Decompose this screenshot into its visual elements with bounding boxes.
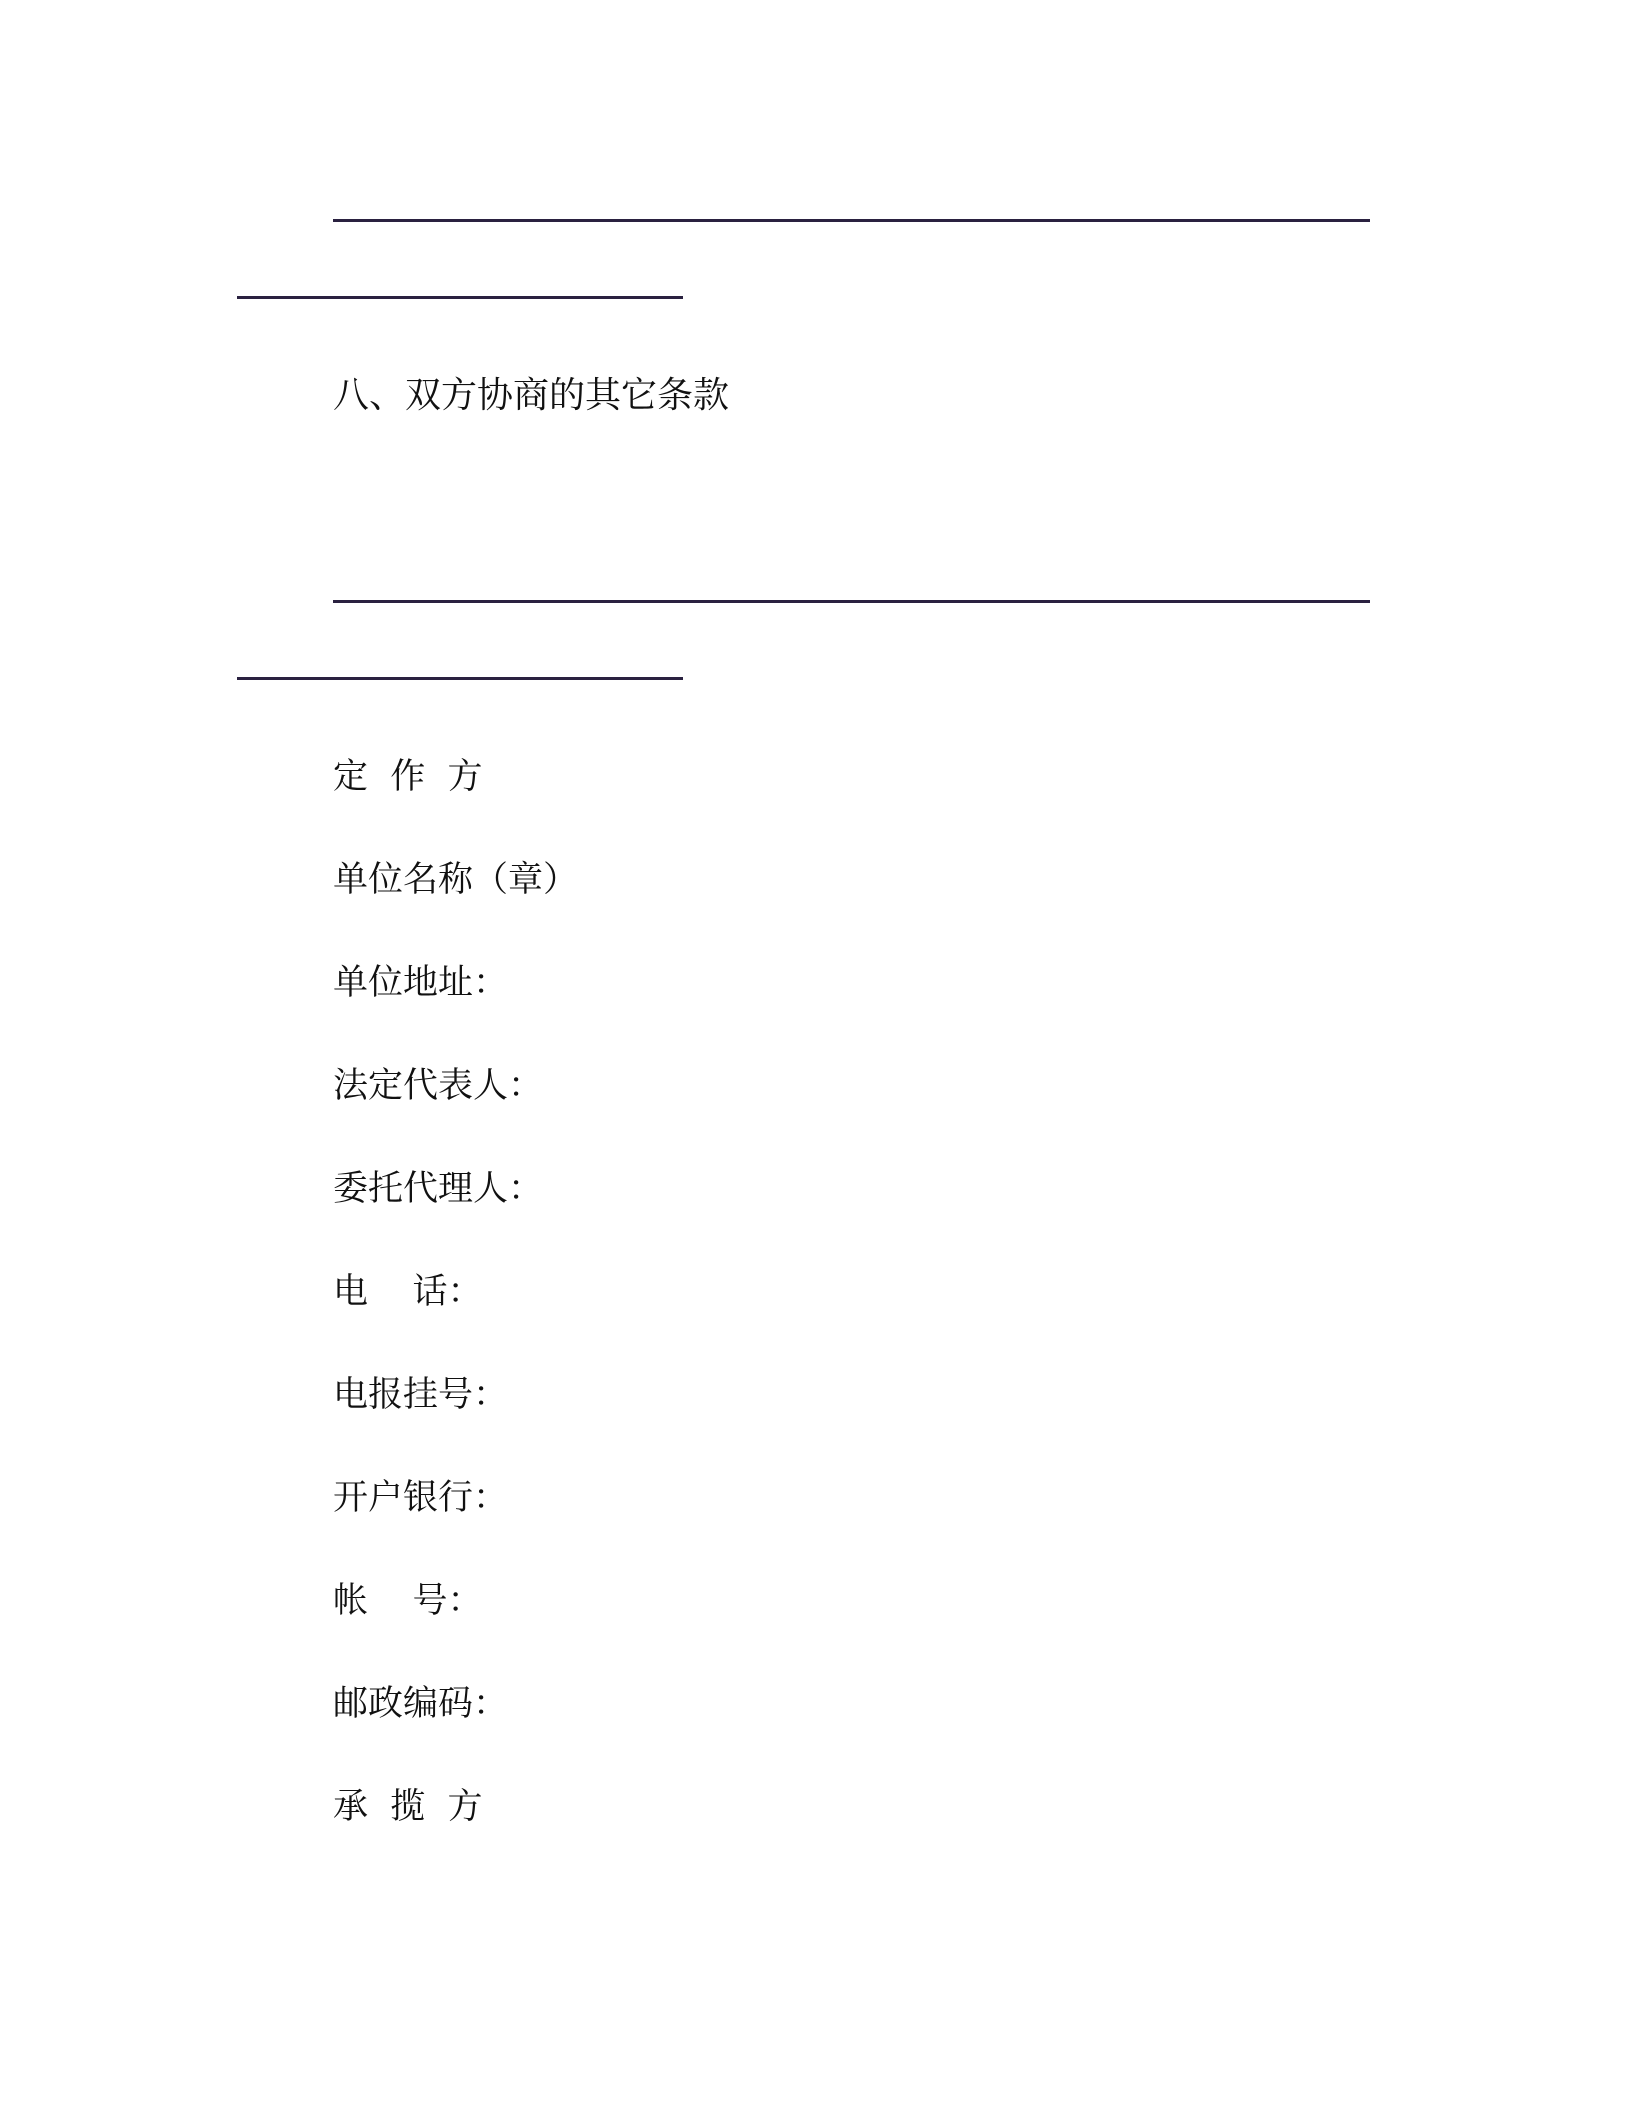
- field-telegraph-code: 电报挂号：: [333, 1375, 509, 1415]
- blank-line-2b: [237, 677, 683, 680]
- field-postal-code: 邮政编码：: [333, 1684, 509, 1724]
- blank-line-2a: [333, 600, 1370, 603]
- section-heading-8: 八、双方协商的其它条款: [333, 375, 730, 416]
- field-bank: 开户银行：: [333, 1478, 509, 1518]
- blank-line-1b: [237, 296, 683, 299]
- field-telephone: 电 话：: [333, 1272, 483, 1312]
- blank-line-1a: [333, 219, 1370, 222]
- field-authorized-agent: 委托代理人：: [333, 1169, 544, 1209]
- field-unit-name: 单位名称（章）: [333, 860, 579, 900]
- party-a-title: 定 作 方: [333, 757, 483, 797]
- party-b-title: 承 揽 方: [333, 1787, 483, 1827]
- field-legal-representative: 法定代表人：: [333, 1066, 544, 1106]
- field-account-number: 帐 号：: [333, 1581, 483, 1621]
- field-unit-address: 单位地址：: [333, 963, 509, 1003]
